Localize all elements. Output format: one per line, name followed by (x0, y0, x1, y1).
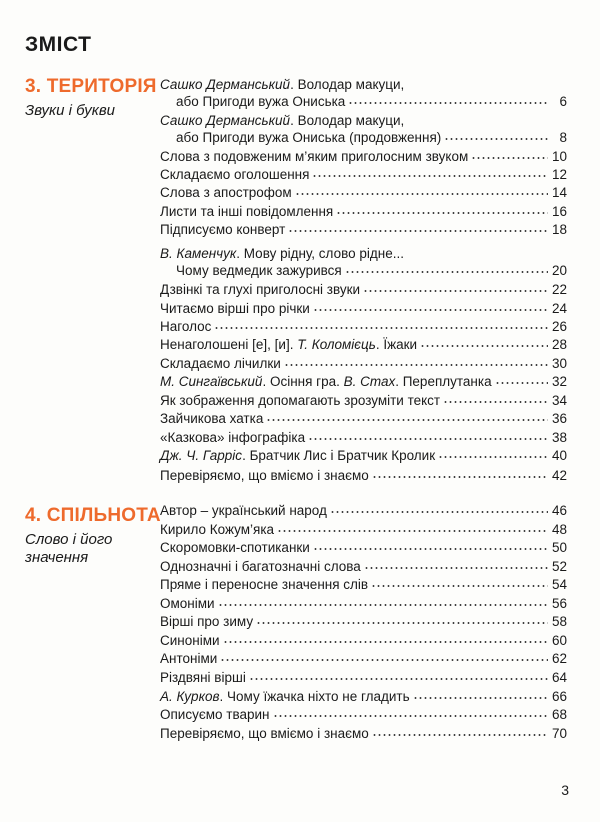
toc-entry (160, 707, 567, 724)
dot-leader (218, 603, 548, 607)
toc-entry-line (160, 185, 567, 202)
toc-entry (160, 301, 567, 318)
toc-page-number: 60 (551, 633, 567, 648)
toc-entry-title: Підписуємо конверт (160, 222, 286, 237)
toc-entry (160, 522, 567, 539)
toc-entry-line (160, 204, 567, 221)
toc-page-number: 66 (551, 689, 567, 704)
toc-entry-line (160, 670, 567, 687)
toc-entry (160, 726, 567, 743)
toc-entry-title: Слова з апострофом (160, 185, 292, 200)
toc-entry (160, 633, 567, 650)
section-3-heading (25, 76, 157, 120)
toc-entry-line (160, 301, 567, 318)
toc-entry (160, 77, 567, 111)
section-4-heading (25, 505, 161, 567)
toc-entry-line (160, 411, 567, 428)
toc-entry (160, 337, 567, 354)
toc-entry (160, 651, 567, 668)
toc-page-number: 52 (551, 559, 567, 574)
toc-entry-title: Автор – український народ (160, 503, 327, 518)
toc-entry-title: Складаємо оголошення (160, 167, 310, 182)
toc-page-number: 36 (551, 411, 567, 426)
toc-page-number: 22 (551, 282, 567, 297)
dot-leader (223, 640, 548, 644)
toc-entry (160, 596, 567, 613)
toc-page-number: 56 (551, 596, 567, 611)
toc-page-number: 58 (551, 614, 567, 629)
toc-entry-title: . Братчик Лис і Братчик Кролик (242, 448, 436, 463)
dot-leader (273, 714, 549, 718)
dot-leader (471, 156, 548, 160)
toc-entry-line (160, 356, 567, 373)
toc-entry-title: Кирило Кожум’яка (160, 522, 275, 537)
section-subtitle-line: Слово і його (25, 531, 113, 548)
toc-entry-author: Дж. Ч. Гарріс (160, 448, 243, 463)
toc-entry (160, 468, 567, 485)
toc-entry-title: або Пригоди вужа Ониська (176, 94, 346, 109)
toc-entry-line (160, 374, 567, 391)
dot-leader (330, 510, 548, 514)
toc-entry-title: Омоніми (160, 596, 215, 611)
toc-entry-line (160, 149, 567, 166)
dot-leader (266, 418, 548, 422)
toc-entry-title: Чому ведмедик зажурився (176, 263, 342, 278)
page-title: ЗМІСТ (25, 33, 92, 56)
dot-leader (363, 289, 548, 293)
dot-leader (420, 344, 548, 348)
toc-entry-title: Вірші про зиму (160, 614, 254, 629)
dot-leader (277, 529, 548, 533)
toc-entry-title: Описуємо тварин (160, 707, 270, 722)
toc-entry-line (160, 689, 567, 706)
toc-page-number: 18 (551, 222, 567, 237)
toc-entry-line (160, 577, 567, 594)
section-subtitle-line: значення (25, 549, 89, 566)
section-subtitle (25, 531, 161, 567)
dot-leader (308, 437, 548, 441)
toc-entry-author: Т. Коломієць (297, 337, 376, 352)
toc-entry-line (160, 282, 567, 299)
toc-entry-author: А. Курков (160, 689, 220, 704)
dot-leader (372, 733, 548, 737)
toc-entry (160, 503, 567, 520)
toc-entry-line (160, 726, 567, 743)
toc-entry-title: «Казкова» інфографіка (160, 430, 306, 445)
toc-entry (160, 670, 567, 687)
toc-page-number: 48 (551, 522, 567, 537)
toc-entry-author: Сашко Дерманський (160, 113, 291, 128)
toc-entry-title: Як зображення допомагають зрозуміти текст (160, 393, 441, 408)
toc-entry-line (160, 319, 567, 336)
dot-leader (313, 308, 548, 312)
toc-page-number: 46 (551, 503, 567, 518)
toc-entry-line (160, 707, 567, 724)
toc-entry-title: . Їжаки (375, 337, 418, 352)
toc-entry-line (160, 633, 567, 650)
toc-entry-title: . Переплутанка (395, 374, 492, 389)
toc-page-number: 34 (551, 393, 567, 408)
toc-entry-line (160, 246, 567, 263)
toc-entry (160, 374, 567, 391)
toc-entry-title: Зайчикова хатка (160, 411, 264, 426)
toc-entry-line (160, 263, 567, 280)
toc-entry-author: В. Стах (343, 374, 396, 389)
toc-page-number: 24 (551, 301, 567, 316)
toc-entry-title: . Мову рідну, слово рідне... (236, 246, 404, 261)
toc-page-number: 68 (551, 707, 567, 722)
dot-leader (444, 137, 548, 141)
toc-entry-line (160, 614, 567, 631)
toc-entry (160, 540, 567, 557)
toc-page-number: 64 (551, 670, 567, 685)
toc-entry (160, 204, 567, 221)
toc-entry (160, 356, 567, 373)
toc-entry (160, 319, 567, 336)
toc-entry-author: М. Сингаївський (160, 374, 263, 389)
toc-entry (160, 185, 567, 202)
toc-page-number: 38 (551, 430, 567, 445)
toc-entry (160, 246, 567, 280)
toc-entry-title: Однозначні і багатозначні слова (160, 559, 361, 574)
toc-entry-line (160, 430, 567, 447)
toc-page-number: 20 (551, 263, 567, 278)
toc-entry (160, 577, 567, 594)
section-title: 3. ТЕРИТОРІЯ (25, 76, 157, 97)
toc-entry-title: або Пригоди вужа Ониська (продовження) (176, 130, 442, 145)
toc-entry-title: Складаємо лічилки (160, 356, 281, 371)
toc-entry (160, 282, 567, 299)
toc-entry-line (160, 540, 567, 557)
toc-entry (160, 559, 567, 576)
dot-leader (295, 192, 548, 196)
dot-leader (220, 658, 548, 662)
dot-leader (312, 174, 548, 178)
toc-entry-title: Наголос (160, 319, 212, 334)
dot-leader (256, 621, 548, 625)
toc-entry-line (160, 448, 567, 465)
toc-page-number: 70 (551, 726, 567, 741)
toc-entry-title: Синоніми (160, 633, 220, 648)
toc-entry-author: Сашко Дерманський (160, 77, 291, 92)
section-title: 4. СПІЛЬНОТА (25, 505, 161, 526)
dot-leader (345, 270, 548, 274)
dot-leader (348, 101, 548, 105)
toc-entry (160, 393, 567, 410)
toc-entry (160, 411, 567, 428)
dot-leader (249, 677, 548, 681)
dot-leader (372, 475, 548, 479)
toc-entry-title: Пряме і переносне значення слів (160, 577, 369, 592)
toc-entry-line (160, 337, 567, 354)
toc-entry-line (160, 522, 567, 539)
toc-entry-line (160, 559, 567, 576)
toc-entry-title: . Осіння гра. (262, 374, 344, 389)
toc-entry-line (160, 596, 567, 613)
dot-leader (313, 547, 548, 551)
dot-leader (413, 696, 548, 700)
toc-entry-title: . Чому їжачка ніхто не гладить (219, 689, 410, 704)
toc-entry-title: Перевіряємо, що вміємо і знаємо (160, 726, 369, 741)
toc-page-number: 12 (551, 167, 567, 182)
toc-entry (160, 149, 567, 166)
toc-entry-line (160, 393, 567, 410)
toc-entry-line (160, 113, 567, 130)
dot-leader (336, 211, 548, 215)
toc-entry-line (160, 651, 567, 668)
toc-entry (160, 448, 567, 465)
toc-entry-title: Дзвінкі та глухі приголосні звуки (160, 282, 361, 297)
toc-entry-line (160, 94, 567, 111)
toc-entry-title: Читаємо вірші про річки (160, 301, 310, 316)
toc-entry-title: Різдвяні вірші (160, 670, 246, 685)
toc-entry-line (160, 167, 567, 184)
dot-leader (364, 566, 548, 570)
toc-entry-title: . Володар макуци, (290, 113, 405, 128)
toc-entry-title: . Володар макуци, (290, 77, 405, 92)
toc-page-number: 50 (551, 540, 567, 555)
toc-page-number: 28 (551, 337, 567, 352)
toc-page-number: 62 (551, 651, 567, 666)
dot-leader (288, 229, 548, 233)
dot-leader (371, 584, 548, 588)
toc-page-number: 32 (551, 374, 567, 389)
dot-leader (495, 381, 548, 385)
toc-entry (160, 167, 567, 184)
toc-page-number: 14 (551, 185, 567, 200)
toc-page-number: 40 (551, 448, 567, 463)
toc-entry-title: Слова з подовженим м’яким приголосним звуком (160, 149, 469, 164)
toc-page-number: 6 (559, 94, 567, 109)
toc-entry (160, 430, 567, 447)
toc-entry-line (160, 130, 567, 147)
toc-entry (160, 113, 567, 147)
toc-page-number: 42 (551, 468, 567, 483)
toc-page-number: 30 (551, 356, 567, 371)
toc-entry-author: В. Каменчук (160, 246, 237, 261)
toc-entry-title: Антоніми (160, 651, 218, 666)
dot-leader (214, 326, 548, 330)
dot-leader (438, 455, 548, 459)
toc-page-number: 10 (551, 149, 567, 164)
toc-page-number: 26 (551, 319, 567, 334)
toc-entry-title: Перевіряємо, що вміємо і знаємо (160, 468, 369, 483)
toc-entry-title: Листи та інші повідомлення (160, 204, 334, 219)
page-number: 3 (561, 782, 569, 798)
toc-page-number: 8 (559, 130, 567, 145)
toc-entry-title: Ненаголошені [е], [и]. (160, 337, 298, 352)
toc-entry-line (160, 222, 567, 239)
toc-entry-title: Скоромовки-спотиканки (160, 540, 310, 555)
toc-entry-line (160, 77, 567, 94)
toc-entry (160, 689, 567, 706)
toc-page-number: 54 (551, 577, 567, 592)
section-subtitle (25, 102, 157, 120)
toc-page-number: 16 (551, 204, 567, 219)
section-subtitle-line: Звуки і букви (25, 102, 115, 119)
toc-entry (160, 222, 567, 239)
toc-entry-line (160, 468, 567, 485)
toc-entry-line (160, 503, 567, 520)
dot-leader (284, 363, 548, 367)
dot-leader (443, 400, 548, 404)
toc-entry (160, 614, 567, 631)
